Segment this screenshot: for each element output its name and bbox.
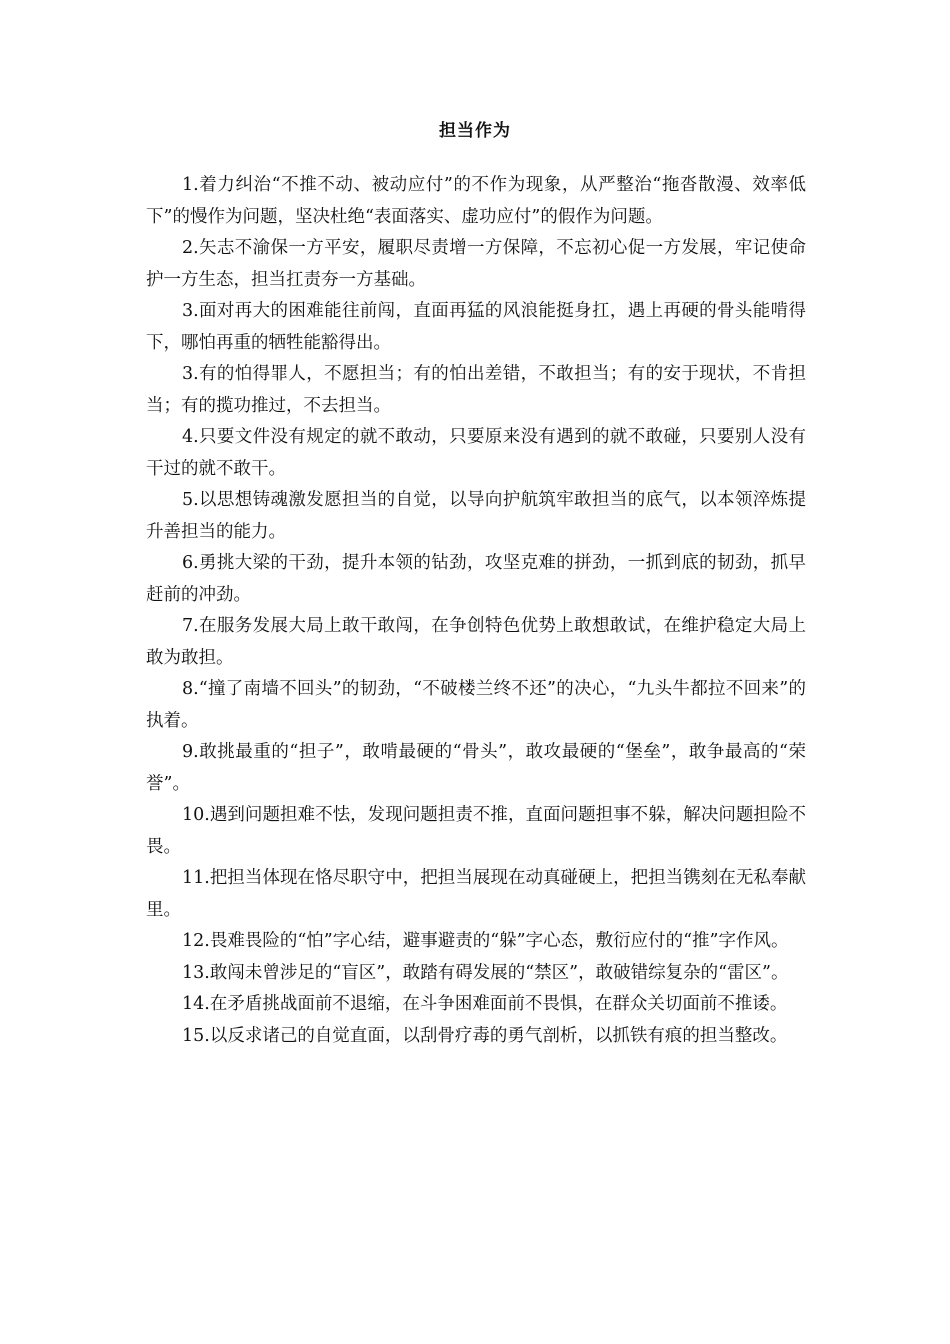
paragraph: 15.以反求诸己的自觉直面，以刮骨疗毒的勇气剖析，以抓铁有痕的担当整改。 xyxy=(182,1025,788,1046)
document-body xyxy=(146,170,806,1052)
paragraph: 3.有的怕得罪人，不愿担当；有的怕出差错，不敢担当；有的安于现状，不肯担当；有的揽功推过，不去担当。 xyxy=(146,364,806,416)
paragraph: 9.敢挑最重的“担子”，敢啃最硬的“骨头”，敢攻最硬的“堡垒”，敢争最高的“荣誉”。 xyxy=(146,742,806,794)
paragraph: 6.勇挑大梁的干劲，提升本领的钻劲，攻坚克难的拼劲，一抓到底的韧劲，抓早赶前的冲劲。 xyxy=(146,553,806,605)
paragraph: 1.着力纠治“不推不动、被动应付”的不作为现象，从严整治“拖沓散漫、效率低下”的慢作为问题，坚决杜绝“表面落实、虚功应付”的假作为问题。 xyxy=(146,175,806,227)
paragraph: 7.在服务发展大局上敢干敢闯，在争创特色优势上敢想敢试，在维护稳定大局上敢为敢担。 xyxy=(146,616,806,668)
paragraph: 14.在矛盾挑战面前不退缩，在斗争困难面前不畏惧，在群众关切面前不推诿。 xyxy=(182,994,788,1014)
paragraph: 10.遇到问题担难不怯，发现问题担责不推，直面问题担事不躲，解决问题担险不畏。 xyxy=(146,805,806,857)
paragraph: 3.面对再大的困难能往前闯，直面再猛的风浪能挺身扛，遇上再硬的骨头能啃得下，哪怕再重的牺牲能豁得出。 xyxy=(146,301,806,353)
document-title: 担当作为 xyxy=(439,121,511,141)
paragraph: 4.只要文件没有规定的就不敢动，只要原来没有遇到的就不敢碰，只要别人没有干过的就不敢干。 xyxy=(146,427,806,479)
paragraph: 11.把担当体现在恪尽职守中，把担当展现在动真碰硬上，把担当镌刻在无私奉献里。 xyxy=(146,868,806,920)
paragraph: 5.以思想铸魂激发愿担当的自觉，以导向护航筑牢敢担当的底气，以本领淬炼提升善担当的能力。 xyxy=(146,490,806,542)
paragraph: 13.敢闯未曾涉足的“盲区”，敢踏有碍发展的“禁区”，敢破错综复杂的“雷区”。 xyxy=(182,962,789,983)
paragraph: 12.畏难畏险的“怕”字心结，避事避责的“躲”字心态，敷衍应付的“推”字作风。 xyxy=(182,931,789,951)
paragraph: 8.“撞了南墙不回头”的韧劲，“不破楼兰终不还”的决心，“九头牛都拉不回来”的执着。 xyxy=(146,679,806,731)
paragraph: 2.矢志不渝保一方平安，履职尽责增一方保障，不忘初心促一方发展，牢记使命护一方生态，担当扛责夯一方基础。 xyxy=(146,238,806,290)
